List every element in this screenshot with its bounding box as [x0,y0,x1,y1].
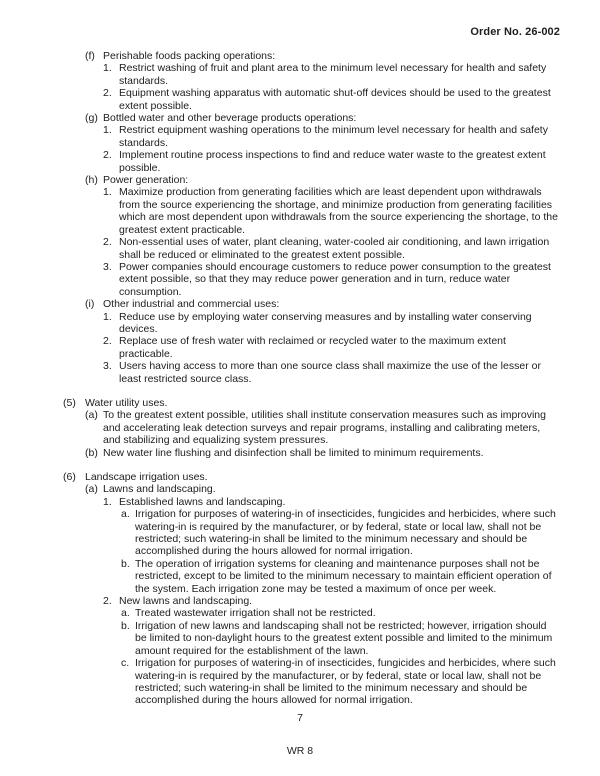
item-marker: (a) [85,409,98,422]
list-item [0,62,560,87]
list-item [0,360,560,385]
item-marker: 3. [103,360,112,373]
item-text: Restrict washing of fruit and plant area to the minimum level necessary for health and safety standards. [119,62,547,87]
item-text: Irrigation for purposes of watering-in of insecticides, fungicides and herbicides, where such watering-in is required by the manufacturer, or by federal, state or local law, shall not be restricted; such watering-in shall be limited to the minimum necessary and should be accomplished during the hours allowed for normal irrigation. [135,508,556,558]
list-item [0,409,560,446]
item-marker: (a) [85,483,98,496]
item-text: Users having access to more than one source class shall maximize the use of the lesser or least restricted source class. [119,360,541,385]
list-item [0,620,560,657]
item-text: Treated wastewater irrigation shall not be restricted. [135,607,376,620]
item-marker: 1. [103,186,112,199]
item-text: Irrigation of new lawns and landscaping shall not be restricted; however, irrigation should be limited to non-daylight hours to the greatest extent possible and limited to the minimum amount required for the establishment of the lawn. [135,619,553,657]
item-text: Implement routine process inspections to find and reduce water waste to the greatest extent possible. [119,149,546,174]
list-item [0,124,560,149]
list-item [0,496,560,508]
item-text: The operation of irrigation systems for cleaning and maintenance purposes shall not be restricted, except to be limited to the minimum necessary to maintain efficient operation of the system. Each irrigation zone may be tested a maximum of once per week. [135,557,552,595]
list-item [0,87,560,112]
item-text: Irrigation for purposes of watering-in of insecticides, fungicides and herbicides, where such watering-in is required by the manufacturer, or by federal, state or local law, shall not be restricted; such watering-in shall be limited to the minimum necessary and should be accomplished during the hours allowed for normal irrigation. [135,657,556,707]
item-marker: (h) [85,174,98,187]
document-body [0,50,560,707]
item-marker: a. [121,508,130,521]
item-marker: 2. [103,236,112,249]
item-text: Reduce use by employing water conserving measures and by installing water conserving devices. [119,310,532,335]
list-item [0,471,560,483]
list-item [0,335,560,360]
item-marker: 2. [103,335,112,348]
item-marker: c. [121,657,130,670]
list-item [0,483,560,495]
item-marker: 3. [103,260,112,273]
item-marker: 1. [103,124,112,137]
item-text: Water utility uses. [85,396,168,409]
list-item [0,607,560,619]
order-number-header: Order No. 26-002 [470,26,560,38]
list-item [0,447,560,459]
footer-label: WR 8 [286,745,314,757]
item-marker: b. [121,557,130,570]
item-text: Power companies should encourage customers to reduce power consumption to the greatest extent possible, so that they may reduce power generation and in turn, reduce water consumption. [119,260,551,298]
item-text: Non-essential uses of water, plant cleaning, water-cooled air conditioning, and lawn irrigation shall be reduced or eliminated to the greatest extent possible. [119,236,550,261]
item-text: Landscape irrigation uses. [85,471,208,483]
list-item [0,174,560,186]
item-marker: 2. [103,149,112,162]
item-marker: a. [121,607,130,620]
list-item [0,558,560,595]
list-item [0,657,560,707]
list-item [0,595,560,607]
item-text: Established lawns and landscaping. [119,495,286,508]
item-text: Equipment washing apparatus with automatic shut-off devices should be used to the greatest extent possible. [119,87,551,112]
item-text: Bottled water and other beverage products operations: [103,112,357,125]
list-item [0,397,560,409]
item-text: Maximize production from generating facilities which are least dependent upon withdrawals from the source experiencing the shortage, and minimize production from generating facilities which are most dependent upon withdrawals from the source experiencing the shortage, to the greatest extent practicable. [119,186,558,236]
item-text: Other industrial and commercial uses: [103,298,280,311]
item-text: To the greatest extent possible, utilities shall institute conservation measures such as improving and accelerating leak detection surveys and repair programs, installing and calibrating meters, and stabilizing and equalizing system pressures. [103,409,546,447]
list-item [0,508,560,558]
list-item [0,112,560,124]
item-marker: (5) [63,396,76,409]
item-text: Perishable foods packing operations: [103,50,276,62]
list-item [0,149,560,174]
item-marker: (g) [85,112,98,125]
item-marker: 2. [103,595,112,608]
item-marker: 1. [103,62,112,75]
item-marker: 1. [103,495,112,508]
item-text: Power generation: [103,174,189,187]
item-text: Restrict equipment washing operations to the minimum level necessary for health and safety standards. [119,124,548,149]
item-text: Lawns and landscaping. [103,483,216,496]
item-marker: 2. [103,87,112,100]
list-item [0,311,560,336]
item-marker: (f) [85,50,95,62]
list-item [0,186,560,236]
list-item [0,261,560,298]
list-item [0,298,560,310]
item-text: New lawns and landscaping. [119,595,253,608]
item-marker: (b) [85,446,98,459]
list-item [0,50,560,62]
item-marker: (6) [63,471,76,483]
item-marker: (i) [85,298,95,311]
item-text: New water line flushing and disinfection shall be limited to minimum requirements. [103,446,484,459]
page-number: 7 [297,712,303,724]
item-marker: 1. [103,310,112,323]
item-text: Replace use of fresh water with reclaimed or recycled water to the maximum extent practicable. [119,335,506,360]
list-item [0,236,560,261]
item-marker: b. [121,619,130,632]
